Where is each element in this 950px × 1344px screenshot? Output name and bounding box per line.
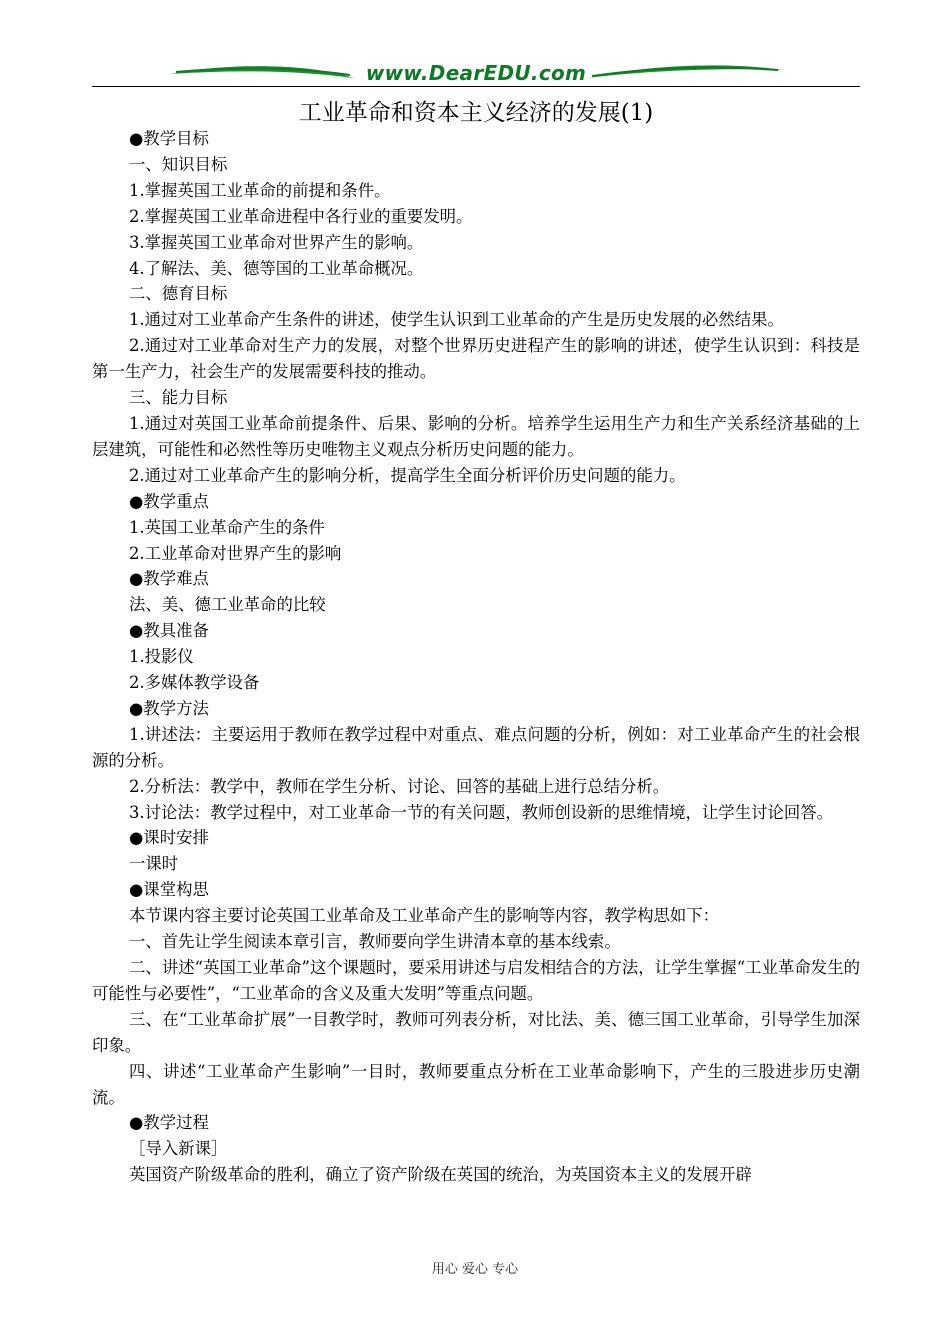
body-paragraph: 1.投影仪 — [129, 647, 194, 667]
body-paragraph: 1.讲述法：主要运用于教师在教学过程中对重点、难点问题的分析，例如：对工业革命产生的社会根源的分析。 — [92, 724, 860, 770]
body-paragraph: 本节课内容主要讨论英国工业革命及工业革命产生的影响等内容，教学构思如下： — [129, 906, 720, 926]
document-title: 工业革命和资本主义经济的发展(1) — [298, 100, 654, 126]
body-paragraph: ●教学方法 — [129, 698, 209, 718]
body-paragraph: 三、能力目标 — [129, 388, 228, 408]
body-paragraph: 1.英国工业革命产生的条件 — [129, 517, 325, 537]
body-paragraph: 二、讲述“英国工业革命”这个课题时，要采用讲述与启发相结合的方法，让学生掌握“工业革命发生的可能性与必要性”，“工业革命的含义及重大发明”等重点问题。 — [92, 958, 860, 1003]
body-paragraph: ●教学难点 — [129, 569, 209, 589]
body-paragraph: 4.了解法、美、德等国的工业革命概况。 — [129, 258, 424, 278]
body-paragraph: 一、知识目标 — [129, 154, 228, 174]
body-paragraph: 3.掌握英国工业革命对世界产生的影响。 — [129, 232, 424, 252]
body-paragraph: ●课堂构思 — [129, 880, 209, 900]
body-paragraph: 2.多媒体教学设备 — [129, 673, 260, 693]
body-paragraph: 法、美、德工业革命的比较 — [129, 595, 326, 615]
body-paragraph: 2.工业革命对世界产生的影响 — [129, 543, 342, 563]
body-paragraph: 一、首先让学生阅读本章引言，教师要向学生讲清本章的基本线索。 — [129, 932, 621, 952]
body-paragraph: 英国资产阶级革命的胜利，确立了资产阶级在英国的统治，为英国资本主义的发展开辟 — [129, 1165, 752, 1185]
page-footer: 用心 爱心 专心 — [431, 1262, 519, 1277]
body-paragraph: 1.掌握英国工业革命的前提和条件。 — [129, 180, 391, 200]
body-paragraph: 3.讨论法：教学过程中，对工业革命一节的有关问题，教师创设新的思维情境，让学生讨论回答。 — [129, 802, 834, 822]
body-paragraph: 四、讲述“工业革命产生影响”一目时，教师要重点分析在工业革命影响下，产生的三股进步历史潮流。 — [92, 1061, 860, 1107]
body-paragraph: ●教学过程 — [129, 1113, 209, 1133]
body-paragraph: 2.掌握英国工业革命进程中各行业的重要发明。 — [129, 206, 473, 226]
body-paragraph: ●教具准备 — [129, 621, 209, 641]
body-paragraph: 2.通过对工业革命产生的影响分析，提高学生全面分析评价历史问题的能力。 — [129, 465, 686, 485]
body-paragraph: ［导入新课］ — [129, 1139, 228, 1159]
header-divider — [92, 86, 860, 87]
body-paragraph: 2.通过对工业革命对生产力的发展，对整个世界历史进程产生的影响的讲述，使学生认识到：科技是第一生产力，社会生产的发展需要科技的推动。 — [92, 336, 860, 382]
body-paragraph: 二、德育目标 — [129, 284, 228, 304]
body-paragraph: 三、在“工业革命扩展”一目教学时，教师可列表分析，对比法、美、德三国工业革命，引导学生加深印象。 — [92, 1009, 860, 1055]
body-paragraph: 1.通过对英国工业革命前提条件、后果、影响的分析。培养学生运用生产力和生产关系经济基础的上层建筑，可能性和必然性等历史唯物主义观点分析历史问题的能力。 — [92, 413, 860, 459]
body-paragraph: 2.分析法：教学中，教师在学生分析、讨论、回答的基础上进行总结分析。 — [129, 776, 670, 796]
body-paragraph: ●课时安排 — [129, 828, 209, 848]
document-body — [92, 126, 860, 1188]
body-paragraph: 1.通过对工业革命产生条件的讲述，使学生认识到工业革命的产生是历史发展的必然结果。 — [129, 310, 784, 330]
body-paragraph: ●教学目标 — [129, 129, 209, 148]
body-paragraph: 一课时 — [129, 854, 179, 874]
body-paragraph: ●教学重点 — [129, 491, 209, 511]
site-logo-text: www.DearEDU.com — [365, 61, 587, 85]
